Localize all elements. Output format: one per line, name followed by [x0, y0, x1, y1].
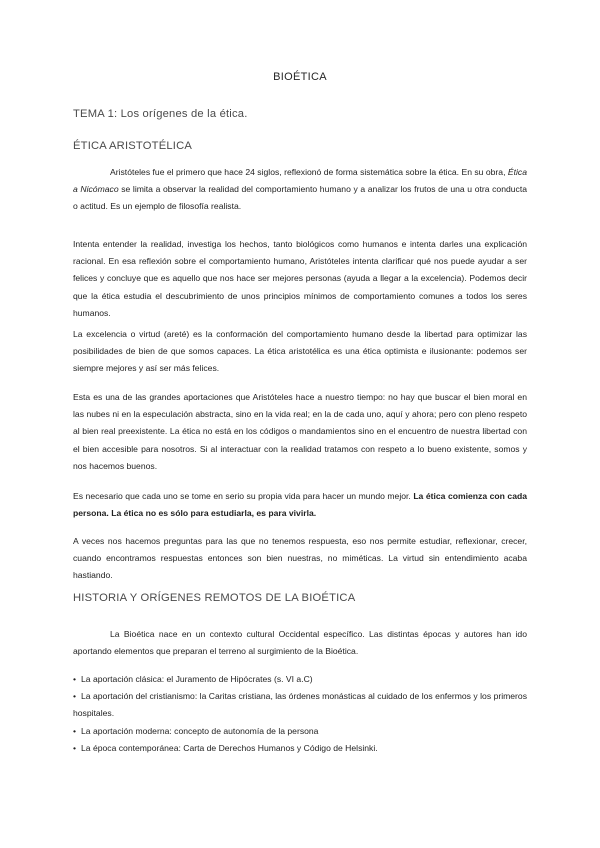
- section-heading-historia: HISTORIA Y ORÍGENES REMOTOS DE LA BIOÉTICA: [73, 592, 356, 604]
- bullet-icon: •: [73, 742, 77, 753]
- bullet-icon: •: [73, 674, 77, 684]
- list-item: [73, 688, 527, 722]
- paragraph-text: Es necesario que cada uno se tome en serio su propia vida para hacer un mundo mejor.: [73, 491, 414, 501]
- list-item: [73, 740, 527, 757]
- list-item: [73, 671, 527, 688]
- paragraph-entender-realidad: Intenta entender la realidad, investiga los hechos, tanto biológicos como humanos e intenta darles una explicación racional. En esa reflexión sobre el comportamiento humano, Aristóteles intenta clarificar qué nos puede ayudar a ser felices y concluye que es aquello que nos hace ser mejores personas (ayuda a llegar a la excelencia). Podemos decir que la ética estudia el descubrimiento de unos principios mínimos de comportamiento comunes a todos los seres humanos.: [73, 239, 527, 318]
- topic-heading: TEMA 1: Los orígenes de la ética.: [73, 108, 248, 120]
- paragraph-aristoteles-intro: [73, 164, 527, 216]
- paragraph-text: Aristóteles fue el primero que hace 24 siglos, reflexionó de forma sistemática sobre la ética. En su obra,: [110, 167, 508, 177]
- paragraph-preguntas: A veces nos hacemos preguntas para las que no tenemos respuesta, eso nos permite estudiar, reflexionar, crecer, cuando encontramos respuestas entonces son bien nuestras, no miméticas. La virtud sin entendimiento acaba hastiando.: [73, 536, 527, 581]
- document-title: BIOÉTICA: [273, 71, 327, 83]
- list-item-text: La aportación del cristianismo: la Caritas cristiana, las órdenes monásticas al cuidado de los enfermos y los primeros hospitales.: [73, 691, 527, 719]
- document-page: [73, 0, 527, 848]
- emphasis-text: La ética comienza con cada persona. La ética no es sólo para estudiarla, es para vivirla.: [73, 491, 527, 519]
- section-heading-etica-aristotelica: ÉTICA ARISTOTÉLICA: [73, 140, 193, 152]
- paragraph-etica-persona: [73, 488, 527, 522]
- aportaciones-list: [73, 671, 527, 757]
- bullet-icon: •: [73, 725, 77, 736]
- list-item-text: La época contemporánea: Carta de Derechos Humanos y Código de Helsinki.: [81, 742, 378, 753]
- list-item-text: La aportación clásica: el Juramento de Hipócrates (s. VI a.C): [81, 674, 313, 684]
- paragraph-aportaciones: Esta es una de las grandes aportaciones que Aristóteles hace a nuestro tiempo: no hay que buscar el bien moral en las nubes ni en la especulación abstracta, sino en la vida real; en la de cada uno, aquí y ahora; pero con pleno respeto al bien real preexistente. La ética no está en los códigos o mandamientos sino en el encuentro de nuestra libertad con el bien accesible para nosotros. Si al interactuar con la realidad tratamos con respeto a lo bueno existente, somos y nos hacemos buenos.: [73, 392, 527, 471]
- list-item-text: La aportación moderna: concepto de autonomía de la persona: [81, 725, 319, 736]
- paragraph-text: se limita a observar la realidad del comportamiento humano y a analizar los frutos de una u otra conducta o actitud. Es un ejemplo de filosofía realista.: [73, 184, 527, 212]
- list-item: [73, 723, 527, 740]
- paragraph-bioetica-contexto: La Bioética nace en un contexto cultural Occidental específico. Las distintas épocas y autores han ido aportando elementos que preparan el terreno al surgimiento de la Bioética.: [73, 629, 527, 657]
- bullet-icon: •: [73, 691, 77, 702]
- work-title: Ética a Nicómaco: [73, 167, 527, 195]
- paragraph-excelencia-virtud: La excelencia o virtud (areté) es la conformación del comportamiento humano desde la libertad para optimizar las posibilidades de bien de que somos capaces. La ética aristotélica es una ética optimista e ilusionante: podemos ser siempre mejores y así ser más felices.: [73, 329, 527, 374]
